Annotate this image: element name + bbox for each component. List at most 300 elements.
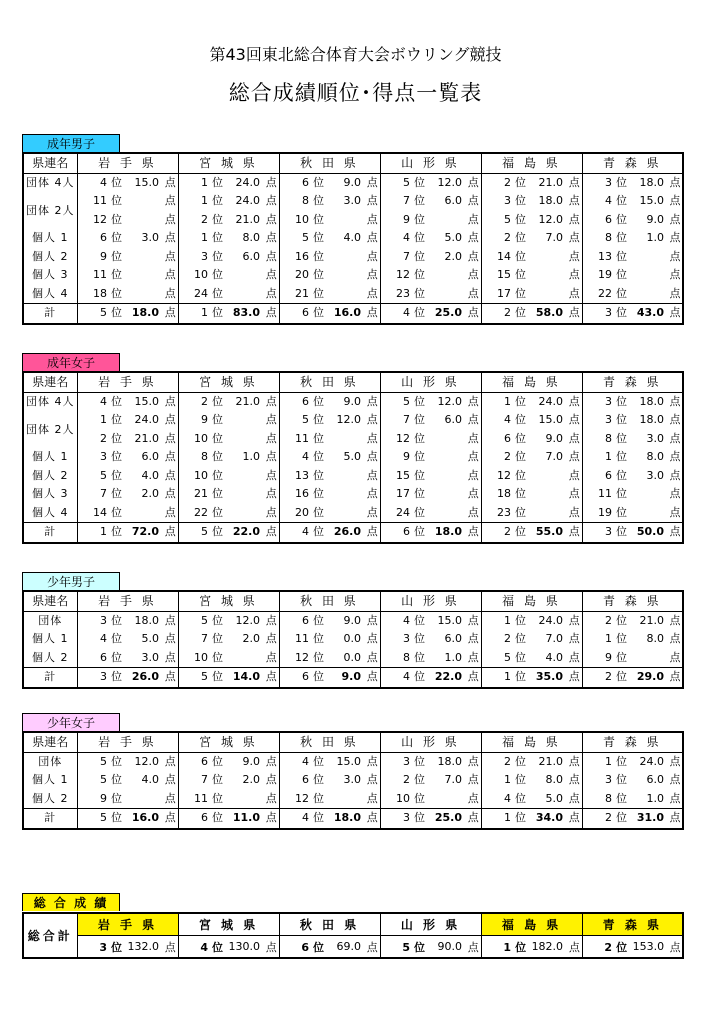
rank-value: 5 <box>100 773 107 787</box>
points-unit: 点 <box>568 212 580 226</box>
points-unit: 点 <box>265 505 277 519</box>
rank-unit: 位 <box>515 613 526 627</box>
points-value <box>630 266 668 285</box>
points-value: 12.0 <box>437 394 462 408</box>
rank-unit: 位 <box>616 231 627 245</box>
section-table <box>22 590 684 689</box>
points-unit: 点 <box>467 394 479 408</box>
rank-value: 6 <box>302 613 309 627</box>
rank-cell <box>77 448 125 467</box>
rank-unit: 位 <box>414 450 425 464</box>
rank-unit: 位 <box>111 505 122 519</box>
points-unit: 点 <box>669 175 681 189</box>
points-value: 24.0 <box>134 413 159 427</box>
points-value: 4.0 <box>141 468 159 482</box>
points-value: 7.0 <box>545 450 563 464</box>
points-unit: 点 <box>164 231 176 245</box>
points-unit: 点 <box>568 394 580 408</box>
rank-unit: 位 <box>313 505 324 519</box>
points-unit: 点 <box>568 613 580 627</box>
points-value: 26.0 <box>125 668 163 688</box>
rank-unit: 位 <box>212 431 223 445</box>
points-value: 9.0 <box>343 394 361 408</box>
points-value: 5.0 <box>444 231 462 245</box>
rank-cell <box>481 790 529 809</box>
rank-unit: 位 <box>414 413 425 427</box>
points-unit: 点 <box>467 650 479 664</box>
rank-cell <box>279 448 327 467</box>
rank-cell <box>481 668 529 688</box>
table-row <box>23 411 683 430</box>
rank-unit: 位 <box>212 487 223 501</box>
points-unit: 点 <box>265 394 277 408</box>
rank-cell <box>582 649 630 668</box>
rank-cell <box>582 192 630 211</box>
rank-unit: 位 <box>414 468 425 482</box>
rank-cell <box>582 304 630 324</box>
rank-value: 8 <box>605 791 612 805</box>
rank-value: 5 <box>403 394 410 408</box>
rank-value: 11 <box>295 431 309 445</box>
points-unit: 点 <box>366 487 378 501</box>
rank-unit: 位 <box>111 268 122 282</box>
rank-value: 5 <box>302 413 309 427</box>
rank-unit: 位 <box>111 670 122 684</box>
rank-unit: 位 <box>313 773 324 787</box>
points-value: 12.0 <box>336 413 361 427</box>
points-unit: 点 <box>668 304 683 324</box>
points-value: 31.0 <box>630 809 668 829</box>
rank-unit: 位 <box>111 525 122 539</box>
rank-value: 4 <box>302 811 309 825</box>
rank-unit: 位 <box>414 525 425 539</box>
rank-cell <box>582 523 630 543</box>
points-unit: 点 <box>568 940 580 954</box>
points-value: 4.0 <box>343 231 361 245</box>
rank-unit: 位 <box>515 194 526 208</box>
points-unit: 点 <box>366 773 378 787</box>
points-unit: 点 <box>568 249 580 263</box>
points-value: 12.0 <box>235 613 260 627</box>
rank-cell <box>178 630 226 649</box>
rank-cell <box>77 304 125 324</box>
rank-unit: 位 <box>111 632 122 646</box>
rank-value: 8 <box>403 650 410 664</box>
table-row <box>23 448 683 467</box>
rank-unit: 位 <box>414 487 425 501</box>
points-unit: 点 <box>265 487 277 501</box>
rank-cell <box>178 467 226 486</box>
points-unit: 点 <box>164 431 176 445</box>
rank-cell <box>582 936 630 959</box>
rank-value: 2 <box>201 212 208 226</box>
points-value: 3.0 <box>343 773 361 787</box>
points-value <box>226 504 264 523</box>
rank-value: 3 <box>403 632 410 646</box>
rank-cell <box>279 411 327 430</box>
points-unit: 点 <box>467 613 479 627</box>
rank-unit: 位 <box>616 505 627 519</box>
points-unit: 点 <box>164 487 176 501</box>
points-unit: 点 <box>366 194 378 208</box>
rank-unit: 位 <box>212 791 223 805</box>
rank-cell <box>380 771 428 790</box>
points-value <box>226 790 264 809</box>
rank-cell <box>481 192 529 211</box>
rank-unit: 位 <box>616 468 627 482</box>
rank-cell <box>279 304 327 324</box>
rank-unit: 位 <box>616 175 627 189</box>
section-table <box>22 731 684 830</box>
points-unit: 点 <box>568 431 580 445</box>
points-unit: 点 <box>366 431 378 445</box>
rank-cell <box>582 485 630 504</box>
points-unit: 点 <box>164 632 176 646</box>
rank-value: 9 <box>605 650 612 664</box>
points-unit: 点 <box>467 754 479 768</box>
points-value: 18.0 <box>538 194 563 208</box>
rank-cell <box>481 611 529 630</box>
points-value: 18.0 <box>327 809 365 829</box>
points-value: 6.0 <box>444 632 462 646</box>
rank-value: 9 <box>201 413 208 427</box>
section-table <box>22 371 684 544</box>
rank-unit: 位 <box>212 613 223 627</box>
points-value: 15.0 <box>437 613 462 627</box>
rank-cell <box>380 430 428 449</box>
rank-unit: 位 <box>515 431 526 445</box>
rank-unit: 位 <box>515 487 526 501</box>
row-label: 団体 <box>38 613 63 627</box>
rank-value: 16 <box>295 487 309 501</box>
rank-unit: 位 <box>313 231 324 245</box>
points-unit: 点 <box>265 431 277 445</box>
points-value <box>327 467 365 486</box>
prefecture-header: 山 形 県 <box>380 153 481 173</box>
points-value: 0.0 <box>343 650 361 664</box>
rank-cell <box>178 248 226 267</box>
points-value: 2.0 <box>242 773 260 787</box>
points-unit: 点 <box>365 523 380 543</box>
points-unit: 点 <box>366 394 378 408</box>
rank-cell <box>178 485 226 504</box>
rank-unit: 位 <box>212 231 223 245</box>
points-value: 24.0 <box>538 613 563 627</box>
rank-value: 2 <box>605 613 612 627</box>
table-row <box>23 504 683 523</box>
rank-cell <box>582 771 630 790</box>
points-unit: 点 <box>568 413 580 427</box>
points-unit: 点 <box>164 212 176 226</box>
points-unit: 点 <box>466 523 481 543</box>
rank-cell <box>178 523 226 543</box>
rank-cell <box>380 809 428 829</box>
points-unit: 点 <box>264 523 279 543</box>
prefecture-header: 山 形 県 <box>380 591 481 611</box>
rank-value: 4 <box>302 754 309 768</box>
prefecture-header: 山 形 県 <box>380 372 481 392</box>
rank-unit: 位 <box>111 413 122 427</box>
rank-unit: 位 <box>616 670 627 684</box>
rank-cell <box>279 752 327 771</box>
points-unit: 点 <box>669 773 681 787</box>
rank-value: 19 <box>598 268 612 282</box>
points-value: 24.0 <box>639 754 664 768</box>
rank-cell <box>380 229 428 248</box>
rank-value: 16 <box>295 249 309 263</box>
table-row <box>23 467 683 486</box>
section-badge: 少年女子 <box>22 713 120 731</box>
rank-cell <box>178 752 226 771</box>
rank-cell <box>77 936 125 959</box>
rank-cell <box>582 229 630 248</box>
rank-cell <box>77 392 125 411</box>
row-label: 団体 4人 <box>26 394 75 408</box>
points-value <box>226 485 264 504</box>
rank-cell <box>77 790 125 809</box>
rank-value: 5 <box>201 670 208 684</box>
rank-value: 6 <box>302 394 309 408</box>
table-row <box>23 248 683 267</box>
rank-unit: 位 <box>111 175 122 189</box>
rank-unit: 位 <box>515 791 526 805</box>
rank-value: 8 <box>605 231 612 245</box>
points-unit: 点 <box>366 468 378 482</box>
rank-value: 2 <box>504 632 511 646</box>
rank-cell <box>178 285 226 304</box>
row-label: 個人 2 <box>32 249 69 263</box>
rank-value: 5 <box>201 525 208 539</box>
rank-cell <box>481 771 529 790</box>
prefecture-header: 岩 手 県 <box>77 913 178 936</box>
rank-value: 9 <box>100 249 107 263</box>
points-value <box>428 467 466 486</box>
points-unit: 点 <box>366 632 378 646</box>
rank-unit: 位 <box>515 525 526 539</box>
rank-value: 1 <box>504 394 511 408</box>
rank-value: 4 <box>302 450 309 464</box>
rank-unit: 位 <box>414 431 425 445</box>
rank-value: 6 <box>605 468 612 482</box>
rank-unit: 位 <box>111 487 122 501</box>
points-unit: 点 <box>164 268 176 282</box>
points-unit: 点 <box>568 286 580 300</box>
rank-cell <box>77 285 125 304</box>
points-unit: 点 <box>669 754 681 768</box>
rank-unit: 位 <box>616 525 627 539</box>
points-value: 34.0 <box>529 809 567 829</box>
points-unit: 点 <box>163 523 178 543</box>
points-unit: 点 <box>669 249 681 263</box>
points-unit: 点 <box>467 791 479 805</box>
points-unit: 点 <box>568 487 580 501</box>
rank-unit: 位 <box>111 194 122 208</box>
rank-value: 4 <box>100 394 107 408</box>
rank-unit: 位 <box>414 754 425 768</box>
row-label: 個人 2 <box>32 791 69 805</box>
points-value <box>428 285 466 304</box>
rank-cell <box>178 668 226 688</box>
points-value <box>630 504 668 523</box>
points-value: 22.0 <box>226 523 264 543</box>
points-value: 24.0 <box>235 194 260 208</box>
rank-cell <box>178 448 226 467</box>
rank-value: 6 <box>301 940 310 954</box>
rank-value: 8 <box>201 450 208 464</box>
points-value: 15.0 <box>336 754 361 768</box>
prefecture-header: 秋 田 県 <box>279 732 380 752</box>
rank-unit: 位 <box>515 670 526 684</box>
rank-unit: 位 <box>212 249 223 263</box>
rank-value: 2 <box>504 525 511 539</box>
rank-value: 11 <box>295 632 309 646</box>
points-unit: 点 <box>164 175 176 189</box>
rank-cell <box>279 392 327 411</box>
prefecture-header: 青 森 県 <box>582 153 683 173</box>
points-unit: 点 <box>669 940 681 954</box>
rank-cell <box>279 936 327 959</box>
points-unit: 点 <box>467 268 479 282</box>
rank-unit: 位 <box>111 431 122 445</box>
points-value: 22.0 <box>428 668 466 688</box>
points-unit: 点 <box>164 286 176 300</box>
points-value: 15.0 <box>134 394 159 408</box>
rank-value: 2 <box>100 431 107 445</box>
points-unit: 点 <box>669 212 681 226</box>
points-unit: 点 <box>568 175 580 189</box>
points-unit: 点 <box>265 650 277 664</box>
rank-unit: 位 <box>212 940 224 954</box>
rank-cell <box>380 448 428 467</box>
points-value: 24.0 <box>235 175 260 189</box>
rank-value: 2 <box>605 811 612 825</box>
prefecture-header: 宮 城 県 <box>178 732 279 752</box>
rank-cell <box>279 266 327 285</box>
row-label: 団体 <box>38 754 63 768</box>
points-value: 8.0 <box>646 632 664 646</box>
rank-unit: 位 <box>212 268 223 282</box>
rank-value: 2 <box>605 670 612 684</box>
points-unit: 点 <box>467 194 479 208</box>
points-value: 21.0 <box>538 175 563 189</box>
rank-value: 4 <box>200 940 209 954</box>
points-unit: 点 <box>164 754 176 768</box>
prefecture-header: 宮 城 県 <box>178 913 279 936</box>
points-unit: 点 <box>164 450 176 464</box>
rank-unit: 位 <box>414 194 425 208</box>
rank-value: 10 <box>295 212 309 226</box>
rank-unit: 位 <box>414 632 425 646</box>
points-value: 21.0 <box>235 394 260 408</box>
points-unit: 点 <box>366 754 378 768</box>
row-label: 個人 4 <box>32 286 69 300</box>
row-label: 団体 4人 <box>26 175 75 189</box>
points-unit: 点 <box>265 249 277 263</box>
rank-value: 5 <box>100 306 107 320</box>
points-value <box>529 504 567 523</box>
points-value: 9.0 <box>242 754 260 768</box>
rank-value: 23 <box>396 286 410 300</box>
points-unit: 点 <box>163 809 178 829</box>
points-unit: 点 <box>265 632 277 646</box>
rank-value: 8 <box>605 431 612 445</box>
rank-value: 23 <box>497 505 511 519</box>
rank-unit: 位 <box>111 286 122 300</box>
row-label: 個人 1 <box>32 231 69 245</box>
rank-cell <box>481 229 529 248</box>
points-value: 8.0 <box>545 773 563 787</box>
rank-cell <box>279 173 327 192</box>
rank-unit: 位 <box>212 650 223 664</box>
points-unit: 点 <box>467 773 479 787</box>
rank-unit: 位 <box>616 650 627 664</box>
points-value <box>529 248 567 267</box>
rank-cell <box>380 668 428 688</box>
rank-unit: 位 <box>212 394 223 408</box>
rank-unit: 位 <box>414 940 426 954</box>
rank-value: 22 <box>598 286 612 300</box>
prefecture-header: 青 森 県 <box>582 732 683 752</box>
points-value <box>428 504 466 523</box>
points-unit: 点 <box>668 523 683 543</box>
header-label: 県連名 <box>23 153 77 173</box>
rank-cell <box>380 504 428 523</box>
summary-total-row <box>23 936 683 959</box>
points-unit: 点 <box>265 175 277 189</box>
points-value: 130.0 <box>228 940 261 953</box>
points-value: 6.0 <box>242 249 260 263</box>
points-value: 16.0 <box>327 304 365 324</box>
points-unit: 点 <box>567 304 582 324</box>
table-row <box>23 392 683 411</box>
rank-unit: 位 <box>111 231 122 245</box>
rank-value: 6 <box>302 306 309 320</box>
row-label: 団体 2人 <box>26 422 75 436</box>
points-value: 26.0 <box>327 523 365 543</box>
rank-value: 3 <box>605 773 612 787</box>
points-unit: 点 <box>568 231 580 245</box>
rank-cell <box>481 448 529 467</box>
prefecture-header: 福 島 県 <box>481 153 582 173</box>
points-value <box>428 266 466 285</box>
rank-value: 1 <box>605 754 612 768</box>
points-unit: 点 <box>669 632 681 646</box>
points-value: 2.0 <box>242 632 260 646</box>
points-unit: 点 <box>366 212 378 226</box>
rank-unit: 位 <box>616 306 627 320</box>
rank-value: 3 <box>100 670 107 684</box>
points-value: 6.0 <box>141 450 159 464</box>
total-row <box>23 809 683 829</box>
points-value: 7.0 <box>444 773 462 787</box>
rank-value: 6 <box>605 212 612 226</box>
rank-value: 1 <box>503 940 512 954</box>
rank-unit: 位 <box>313 431 324 445</box>
prefecture-header: 秋 田 県 <box>279 913 380 936</box>
rank-unit: 位 <box>313 811 324 825</box>
rank-cell <box>380 173 428 192</box>
rank-value: 12 <box>497 468 511 482</box>
rank-cell <box>481 392 529 411</box>
rank-value: 13 <box>295 468 309 482</box>
rank-cell <box>481 248 529 267</box>
rank-unit: 位 <box>616 194 627 208</box>
points-unit: 点 <box>467 249 479 263</box>
rank-value: 11 <box>194 791 208 805</box>
points-unit: 点 <box>669 613 681 627</box>
rank-cell <box>77 266 125 285</box>
points-value: 90.0 <box>437 940 463 953</box>
